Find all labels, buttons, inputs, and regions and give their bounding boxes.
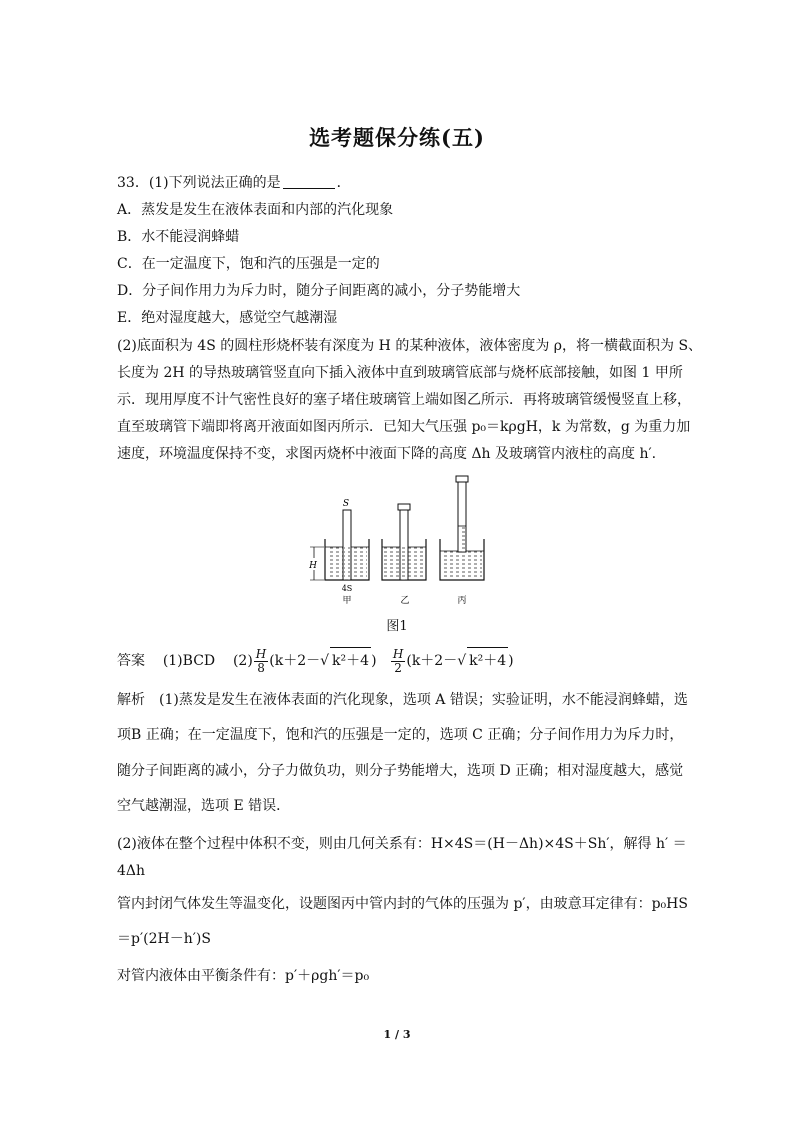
stopper-yi <box>398 504 410 510</box>
analysis-line-1: 解析 (1)蒸发是发生在液体表面的汽化现象，选项 A 错误；实验证明，水不能浸润蜂蜡，选 <box>117 692 688 708</box>
fraction-h-8: $\frac{H}{8}$ <box>255 646 267 675</box>
label-4s: 4S <box>341 584 353 593</box>
option-b: B．水不能浸润蜂蜡 <box>117 229 240 245</box>
label-jia: 甲 <box>342 596 352 606</box>
fraction-h-2: $\frac{H}{2}$ <box>392 646 404 675</box>
answer-line: 答案 (1)BCD (2) $\frac{H}{8}$ (k＋2－√ k²＋4 ) $\frac{H}{2}$ (k＋2－√ k²＋4 ) <box>117 646 514 675</box>
beaker-yi <box>382 504 426 606</box>
q2-line-2: 长度为 2H 的导热玻璃管竖直向下插入液体中直到玻璃管底部与烧杯底部接触，如图 1 甲所 <box>117 365 683 381</box>
option-e: E．绝对湿度越大，感觉空气越潮湿 <box>117 310 338 326</box>
beaker-figure <box>300 474 500 614</box>
stopper-bing <box>456 476 468 482</box>
answer-blank <box>283 174 335 189</box>
analysis-part2-line-2: 4Δh <box>117 863 146 879</box>
analysis-line-3: 随分子间距离的减小，分子力做负功，则分子势能增大，选项 D 正确；相对湿度越大，感觉 <box>117 763 684 779</box>
label-bing: 丙 <box>457 596 467 606</box>
figure-caption: 图1 <box>386 619 408 634</box>
beaker-jia <box>308 499 369 606</box>
q2-line-3: 示．现用厚度不计气密性良好的塞子堵住玻璃管上端如图乙所示．再将玻璃管缓慢竖直上移， <box>117 392 691 408</box>
option-a: A．蒸发是发生在液体表面和内部的汽化现象 <box>117 202 394 218</box>
analysis-part2-line-4: ＝p′(2H－h′)S <box>117 931 211 947</box>
option-d: D．分子间作用力为斥力时，随分子间距离的减小，分子势能增大 <box>117 283 521 299</box>
analysis-line-2: 项B 正确；在一定温度下，饱和汽的压强是一定的，选项 C 正确；分子间作用力为斥力时， <box>117 727 684 743</box>
analysis-part2-line-3: 管内封闭气体发生等温变化，设题图丙中管内封的气体的压强为 p′，由玻意耳定律有：p₀HS <box>117 896 688 912</box>
label-s: S <box>342 499 350 509</box>
page-number: 1 / 3 <box>383 1028 411 1041</box>
label-yi: 乙 <box>400 596 410 606</box>
question-stem: 33．(1)下列说法正确的是 ． <box>117 175 351 191</box>
q2-line-5: 速度，环境温度保持不变，求图丙烧杯中液面下降的高度 Δh 及玻璃管内液柱的高度 h′. <box>117 446 657 462</box>
page-title: 选考题保分练(五) <box>309 125 485 150</box>
analysis-part2-line-5: 对管内液体由平衡条件有：p′＋ρgh′＝p₀ <box>117 968 370 984</box>
analysis-part2-line-1: (2)液体在整个过程中体积不变，则由几何关系有：H×4S＝(H－Δh)×4S＋Sh′，解得 h′ ＝ <box>117 836 687 852</box>
beaker-bing <box>440 476 484 606</box>
label-h: H <box>309 561 317 571</box>
option-c: C．在一定温度下，饱和汽的压强是一定的 <box>117 256 380 272</box>
analysis-line-4: 空气越潮湿，选项 E 错误． <box>117 798 291 814</box>
q2-line-1: (2)底面积为 4S 的圆柱形烧杯装有深度为 H 的某种液体，液体密度为 ρ，将一横截面积为 S、 <box>117 338 703 354</box>
q2-line-4: 直至玻璃管下端即将离开液面如图丙所示．已知大气压强 p₀＝kρgH，k 为常数，g 为重力加 <box>117 419 691 435</box>
